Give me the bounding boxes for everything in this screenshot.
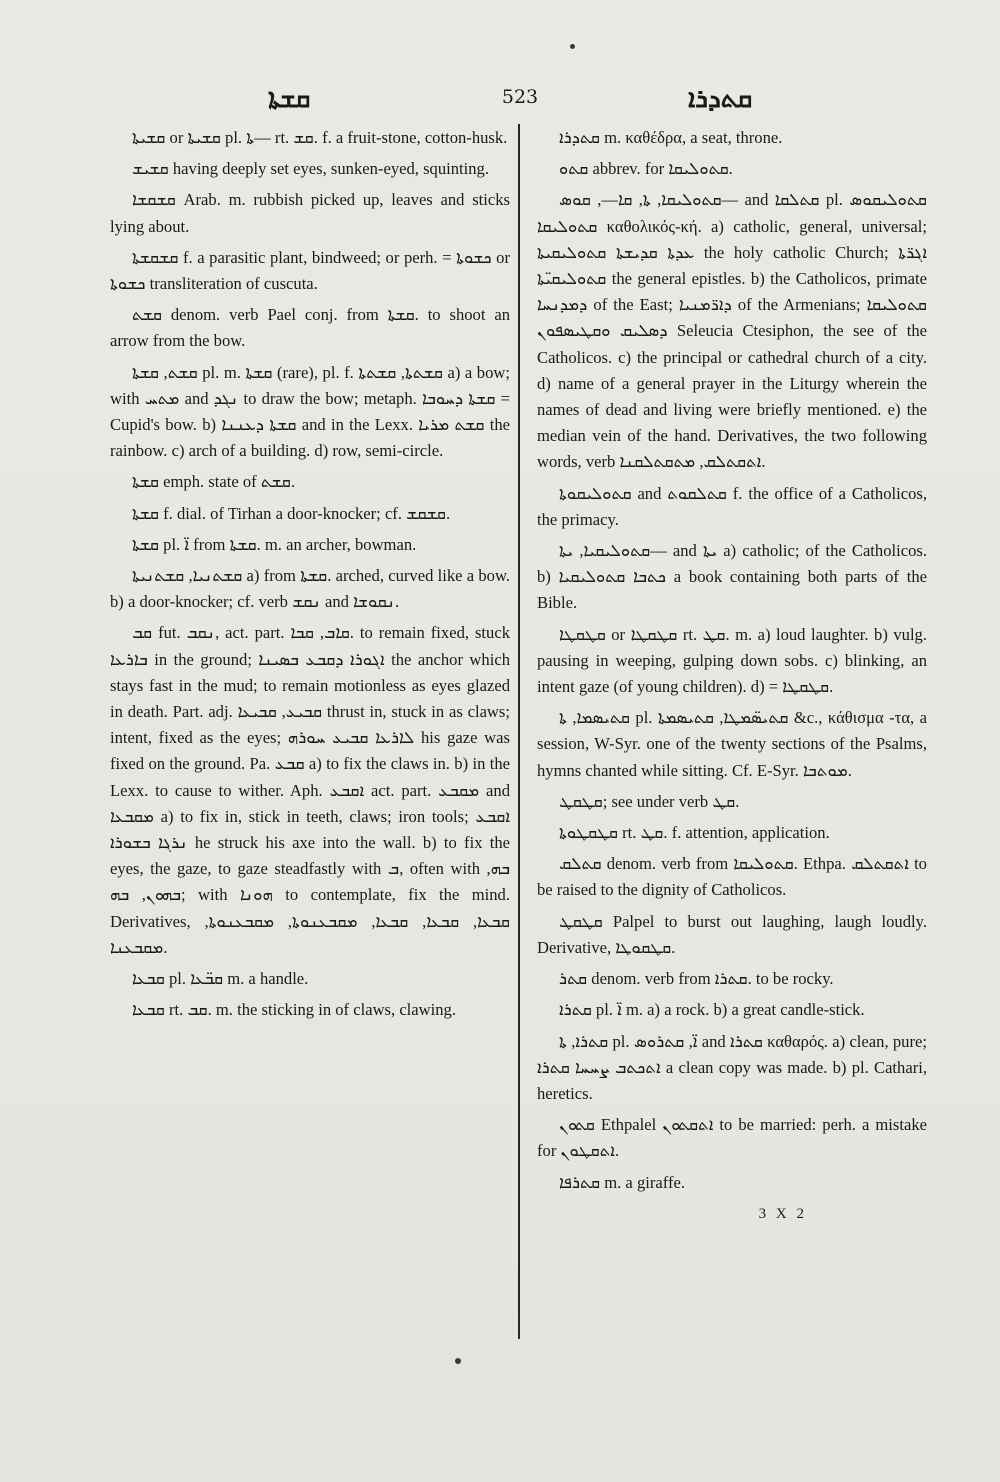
signature-mark: 3 X 2: [758, 1205, 807, 1222]
left-running-headword: ܩܫܬܐ: [268, 84, 311, 114]
dictionary-entry: ܩܬܕܪܐ m. καθέδρα, a seat, throne.: [559, 128, 783, 147]
dictionary-entry: ܩܒܥܐ pl. ܩܒ̈ܥܐ m. a handle.: [132, 969, 309, 989]
dictionary-entry: ܩܫܝܫ having deeply set eyes, sunken-eyed, squinting.: [132, 159, 489, 179]
dictionary-entry: ܩܬܠܩ denom. verb from ܩܬܘܠܝܩܐ. Ethpa. ܐܬܩܬܠܩ to be raised to the dignity of Catholicos.: [537, 854, 927, 900]
dictionary-entry: ܩܬܪܦܐ m. a giraffe.: [559, 1172, 686, 1192]
dictionary-entry: ܩܫܩܫܬܐ f. a parasitic plant, bindweed; or perh. = ܟܫܘܬܐ or ܟܫܘܬܐ transliteration of cuscuta.: [110, 247, 510, 294]
dictionary-entry: ܩܫܬܢܝܐ, ܩܫܬܢܝܬܐ a) from ܩܫܬܐ. arched, curved like a bow. b) a door-knocker; cf. verb ܢܩܫ and ܢܩܘܫܐ.: [110, 566, 511, 612]
dictionary-entry: ܩܛܩܛ; see under verb ܩܛ.: [559, 791, 740, 811]
dictionary-entry: ܩܬܪܐ, ܬܐ pl. ܐ̈, ܩܬܪܘܣ and ܩܬܪܐ καθαρός. a) clean, pure; ܐܬܟܬܒ ܨܚܚܐ ܩܬܪܐ a clean copy was made. b) pl. Cathari, heretics.: [537, 1031, 927, 1103]
dictionary-entry: ܩܫܬܐ emph. state of ܩܫܬ.: [132, 472, 295, 492]
dictionary-entry: ܩܛܩܛ Palpel to burst out laughing, laugh loudly. Derivative, ܩܛܩܘܛܐ.: [537, 911, 927, 957]
page-number: 523: [501, 86, 539, 108]
page-speck: [570, 44, 575, 49]
dictionary-entry: ܩܬܘ abbrev. for ܩܬܘܠܝܩܐ.: [559, 159, 733, 179]
dictionary-entry: ܩܬܘܠܝܩܘܬܐ and ܩܬܠܩܘܬ f. the office of a Catholicos, the primacy.: [537, 483, 927, 529]
dictionary-entry: ܩܛܩܛܐ or ܩܛܩܛܐ rt. ܩܛ. m. a) loud laughter. b) vulg. pausing in weeping, gulping down sobs. c) blinking, an intent gaze (of young children). d) = ܩܛܩܛܐ.: [537, 624, 928, 697]
dictionary-entry: ܩܫܩܫܐ Arab. m. rubbish picked up, leaves and sticks lying about.: [110, 190, 510, 236]
page-speck: [455, 1358, 461, 1364]
dictionary-entry: ܩܛܩܛܘܬܐ rt. ܩܛ. f. attention, application.: [559, 823, 830, 843]
dictionary-entry: ܩܫܬ denom. verb Pael conj. from ܩܫܬܐ. to shoot an arrow from the bow.: [110, 305, 510, 351]
dictionary-entry: ܩܒ fut. ܢܩܒ, act. part. ܩܐܒ, ܩܒܐ. to remain fixed, stuck ܒܐܪܥܐ in the ground; ܐܓܘܪܐ ܕܩܒܥ ܒܣܝܢܐ the anchor which stays fast in the mud; to remain motionless as eyes glazed in death. Part. adj. ܩܒܝܥ, ܩܒܝܥܐ thrust in, stuck in as claws; intent, fixed as the eyes; ܠܐܪܥܐ ܩܒܝܥ ܚܘܪܗ his gaze was fixed on the ground. Pa. ܩܒܥ a) to fix the claws in. b) in the Lexx. to cause to wither. Aph. ܐܩܒܥ act. part. ܡܩܒܥ and ܡܩܒܥܐ a) to fix in, stick in teeth, claws; iron tools; ܐܩܒܥ ܢܪܓܐ ܒܫܘܪܐ he struck his axe into the wall. b) to fix the eyes, the gaze, to gaze steadfastly with ܒ, often with ܒܗ, ܒܗܘܢ, ܒܗ; with ܗܘܢܐ to contemplate, fix the mind. Derivatives, ܩܒܥܐ, ܩܒܥܐ, ܩܒܥܐ, ܡܩܒܥܢܘܬܐ, ܡܩܒܥܢܘܬܐ, ܡܩܒܥܢܐ.: [110, 623, 511, 957]
dictionary-entry: ܩܬܘܠܝܩܐ, ܬܐ, ܩܐ—, ܩܘܣ— and ܩܬܠܩܐ pl. ܩܬܘܠܝܩܘܣ ܩܬܘܠܝܩܐ καθολικός-κή. a) catholic, general, universal; ܥܕܬܐ ܩܕܝܫܬܐ ܩܬܘܠܝܩܝܬܐ the holy catholic Church; ܐܓܪ̈ܬܐ ܩܬܘܠܝܩܝ̈ܬܐ the general epistles. b) the Catholicos, primate ܕܡܕܢܚܐ of the East; ܕܐܪ̈ܡܢܝܐ of the Armenians; ܩܬܘܠܝܩܐ ܕܣܠܝܩ ܘܩܛܝܣܦܘܢ Seleucia Ctesiphon, the see of the Catholicos. c) the principal or cathedral church of a city. d) name of a general prayer in the Liturgy wherein the names of dead and living were briefly mentioned. e) the median vein of the hand. Derivatives, the two following words, verb ܐܬܩܬܠܩ, ܡܬܩܬܠܩܢܐ.: [537, 190, 927, 472]
left-column: [110, 125, 510, 1029]
dictionary-entry: ܩܬܝܣܡܐ, ܬܐ pl. ܩܬܝܣ̈ܡܛܐ, ܩܬܝܣܡܬܐ &c., κάθισμα -τα, a session, W-Syr. one of the twenty sections of the Psalms, hymns chanted while sitting. Cf. E-Syr. ܡܘܬܒܐ.: [537, 708, 927, 780]
column-divider: [518, 124, 520, 1339]
dictionary-entry: ܩܫܬܐ f. dial. of Tirhan a door-knocker; cf. ܩܫܩܫ.: [132, 503, 451, 523]
dictionary-entry: ܩܫܬܐ pl. ܐ̈ from ܩܫܬܐ. m. an archer, bowman.: [132, 534, 417, 554]
right-column: [537, 125, 927, 1227]
running-header: [0, 82, 1000, 116]
dictionary-entry: ܩܬܪ denom. verb from ܩܬܪܐ. to be rocky.: [559, 969, 834, 989]
dictionary-entry: ܩܫܬ, ܩܫܬܐ pl. m. ܩܫܬܐ (rare), pl. f. ܩܫܬܬܐ, ܩܫܬܬܐ a) a bow; with ܡܬܚ and ܢܓܕ to draw the bow; metaph. ܩܫܬܐ ܕܚܘܒܐ = Cupid's bow. b) ܩܫܬܐ ܕܥܢܢܐ and in the Lexx. ܩܫܬ ܡܪܝܐ the rainbow. c) arch of a building. d) row, semi-circle.: [110, 362, 511, 461]
dictionary-entry: ܩܒܥܐ rt. ܩܒ. m. the sticking in of claws, clawing.: [132, 1000, 456, 1020]
dictionary-entry: ܩܬܪܐ pl. ܐ̈ m. a) a rock. b) a great candle-stick.: [559, 1000, 865, 1020]
dictionary-entry: ܩܫܝܬܐ or ܩܫܝܬܐ pl. ܬܐ— rt. ܩܫ. f. a fruit-stone, cotton-husk.: [132, 128, 508, 147]
dictionary-entry: ܩܬܘܢ Ethpalel ܐܬܩܬܘܢ to be married: perh. a mistake for ܐܬܩܛܘܢ.: [537, 1115, 927, 1161]
right-running-headword: ܩܬܕܪܐ: [688, 84, 753, 114]
dictionary-entry: ܩܬܘܠܝܩܝܐ, ܝܬܐ— and ܝܬܐ a) catholic; of the Catholicos. b) ܟܬܒܐ ܩܬܘܠܝܩܝܐ a book containing both parts of the Bible.: [537, 541, 927, 613]
